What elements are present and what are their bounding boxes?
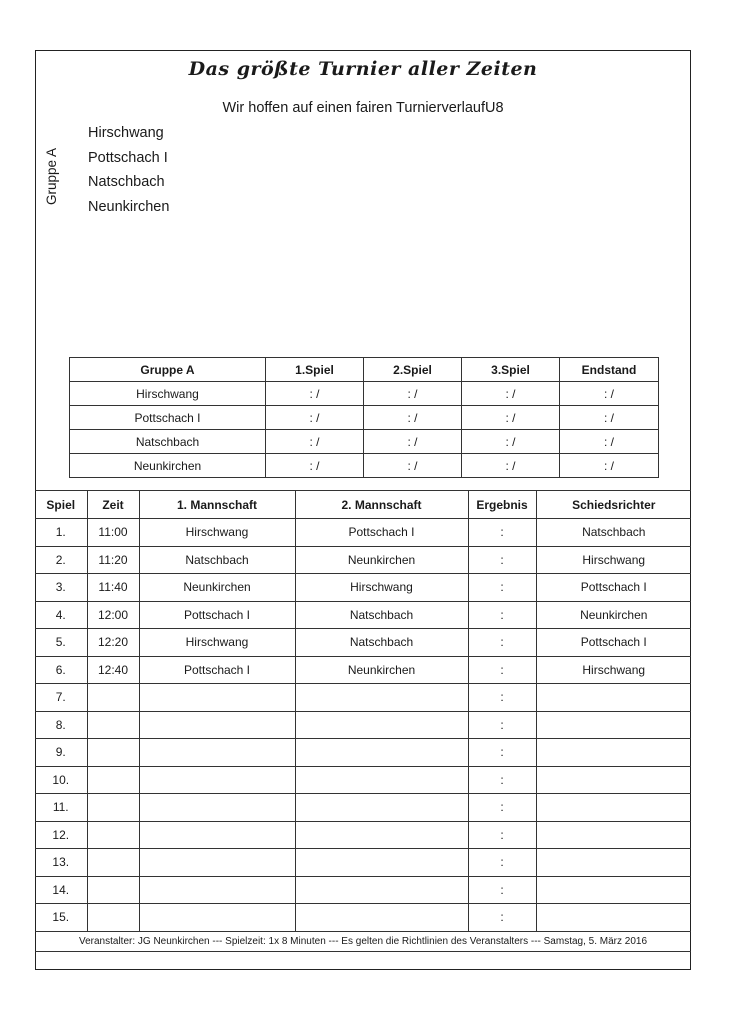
game-2-cell: : / [364,454,462,478]
table-row [70,382,659,406]
time-cell: 12:20 [87,629,139,657]
referee-cell [536,904,691,932]
final-cell: : / [560,406,659,430]
referee-cell [536,766,691,794]
schedule-body [35,519,691,932]
referee-cell: Natschbach [536,519,691,547]
referee-cell: Pottschach I [536,629,691,657]
team-1-cell [139,904,295,932]
team-1-cell [139,766,295,794]
game-1-cell: : / [266,382,364,406]
team-2-cell [295,904,468,932]
team-2-cell [295,876,468,904]
team-2-cell [295,849,468,877]
column-header-game-1: 1.Spiel [266,358,364,382]
game-3-cell: : / [462,430,560,454]
team-list-item: Pottschach I [88,149,168,166]
column-header-final: Endstand [560,358,659,382]
match-number-cell: 7. [35,684,87,712]
result-cell: : [468,656,536,684]
match-number-cell: 2. [35,546,87,574]
time-cell [87,711,139,739]
table-row [70,454,659,478]
table-row [35,684,691,712]
table-row [35,656,691,684]
team-cell: Neunkirchen [70,454,266,478]
referee-cell [536,876,691,904]
table-row [35,904,691,932]
time-cell: 11:00 [87,519,139,547]
referee-cell [536,821,691,849]
team-1-cell [139,711,295,739]
table-row [35,601,691,629]
team-2-cell: Natschbach [295,629,468,657]
time-cell: 12:00 [87,601,139,629]
match-number-cell: 12. [35,821,87,849]
game-3-cell: : / [462,382,560,406]
result-cell: : [468,684,536,712]
header-row [70,358,659,382]
referee-cell: Hirschwang [536,546,691,574]
game-1-cell: : / [266,406,364,430]
column-header-game-2: 2.Spiel [364,358,462,382]
referee-cell [536,684,691,712]
table-row [35,849,691,877]
match-number-cell: 10. [35,766,87,794]
match-number-cell: 3. [35,574,87,602]
final-cell: : / [560,382,659,406]
result-cell: : [468,519,536,547]
tournament-subtitle: Wir hoffen auf einen fairen TurnierverlaufU8 [222,100,504,116]
time-cell [87,904,139,932]
team-list-item: Natschbach [88,174,165,190]
team-cell: Pottschach I [70,406,266,430]
team-1-cell [139,739,295,767]
game-2-cell: : / [364,382,462,406]
team-2-cell [295,821,468,849]
team-1-cell: Neunkirchen [139,574,295,602]
table-row [70,406,659,430]
column-header-match-number: Spiel [35,491,87,519]
time-cell: 12:40 [87,656,139,684]
table-row [35,519,691,547]
team-2-cell [295,766,468,794]
time-cell [87,876,139,904]
table-row [35,574,691,602]
team-1-cell: Natschbach [139,546,295,574]
result-cell: : [468,904,536,932]
match-number-cell: 11. [35,794,87,822]
team-2-cell: Hirschwang [295,574,468,602]
game-2-cell: : / [364,406,462,430]
referee-cell [536,794,691,822]
column-header-referee: Schiedsrichter [536,491,691,519]
team-1-cell [139,794,295,822]
team-cell: Hirschwang [70,382,266,406]
table-row [35,711,691,739]
result-cell: : [468,876,536,904]
team-list [88,123,169,221]
column-header-team: Gruppe A [70,358,266,382]
match-number-cell: 4. [35,601,87,629]
header-row [35,491,691,519]
team-2-cell [295,794,468,822]
team-1-cell: Pottschach I [139,656,295,684]
game-1-cell: : / [266,430,364,454]
table-row [35,546,691,574]
result-cell: : [468,849,536,877]
game-3-cell: : / [462,454,560,478]
result-cell: : [468,629,536,657]
column-header-team-1: 1. Mannschaft [139,491,295,519]
group-label: Gruppe A [44,147,59,205]
team-1-cell: Hirschwang [139,519,295,547]
match-number-cell: 13. [35,849,87,877]
team-2-cell: Natschbach [295,601,468,629]
time-cell [87,766,139,794]
result-cell: : [468,821,536,849]
final-cell: : / [560,430,659,454]
referee-cell [536,849,691,877]
schedule-table [35,490,691,932]
team-2-cell [295,684,468,712]
match-number-cell: 14. [35,876,87,904]
schedule-header [35,491,691,519]
time-cell [87,821,139,849]
tournament-title: Das größte Turnier aller Zeiten [188,58,538,80]
team-2-cell: Pottschach I [295,519,468,547]
result-cell: : [468,574,536,602]
table-row [35,629,691,657]
referee-cell: Hirschwang [536,656,691,684]
team-1-cell [139,849,295,877]
time-cell: 11:20 [87,546,139,574]
standings-table [69,357,659,478]
team-1-cell [139,821,295,849]
standings-body [70,382,659,478]
table-row [35,821,691,849]
match-number-cell: 1. [35,519,87,547]
team-cell: Natschbach [70,430,266,454]
result-cell: : [468,739,536,767]
result-cell: : [468,711,536,739]
referee-cell [536,739,691,767]
final-cell: : / [560,454,659,478]
game-2-cell: : / [364,430,462,454]
game-3-cell: : / [462,406,560,430]
result-cell: : [468,794,536,822]
team-list-item: Hirschwang [88,125,164,141]
team-2-cell: Neunkirchen [295,656,468,684]
footer-note: Veranstalter: JG Neunkirchen --- Spielzeit: 1x 8 Minuten --- Es gelten die Richtlinien des Veranstalters --- Samstag, 5. März 2016 [35,931,691,952]
team-1-cell: Hirschwang [139,629,295,657]
time-cell [87,684,139,712]
referee-cell: Neunkirchen [536,601,691,629]
match-number-cell: 8. [35,711,87,739]
referee-cell: Pottschach I [536,574,691,602]
time-cell [87,849,139,877]
table-row [35,794,691,822]
match-number-cell: 6. [35,656,87,684]
match-number-cell: 15. [35,904,87,932]
standings-header [70,358,659,382]
match-number-cell: 9. [35,739,87,767]
column-header-team-2: 2. Mannschaft [295,491,468,519]
team-2-cell [295,739,468,767]
table-row [70,430,659,454]
game-1-cell: : / [266,454,364,478]
team-2-cell: Neunkirchen [295,546,468,574]
result-cell: : [468,546,536,574]
team-list-item: Neunkirchen [88,198,170,215]
column-header-result: Ergebnis [468,491,536,519]
referee-cell [536,711,691,739]
team-1-cell [139,876,295,904]
column-header-time: Zeit [87,491,139,519]
table-row [35,766,691,794]
time-cell: 11:40 [87,574,139,602]
match-number-cell: 5. [35,629,87,657]
table-row [35,876,691,904]
table-row [35,739,691,767]
result-cell: : [468,601,536,629]
result-cell: : [468,766,536,794]
team-2-cell [295,711,468,739]
time-cell [87,739,139,767]
team-1-cell [139,684,295,712]
column-header-game-3: 3.Spiel [462,358,560,382]
team-1-cell: Pottschach I [139,601,295,629]
time-cell [87,794,139,822]
